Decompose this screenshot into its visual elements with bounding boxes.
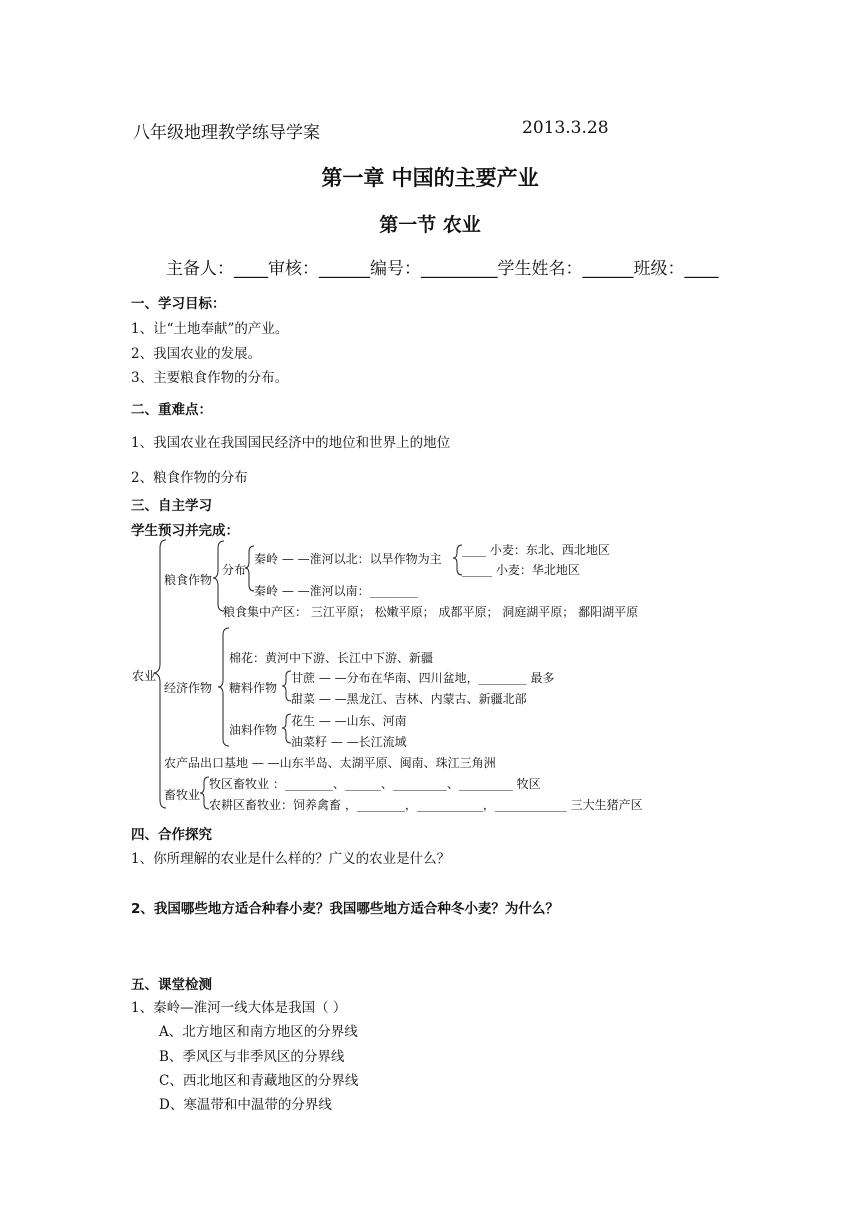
tree-node: 秦岭 — —淮河以南：________ [254, 584, 418, 598]
tree-node: 经济作物 [164, 681, 213, 695]
tree-node: 农耕区畜牧业：饲养禽畜 ，________，___________，____________ 三大生猪产区 [209, 798, 643, 812]
tree-node: 牧区畜牧业 ：________、______、_________、_________ 牧区 [209, 777, 541, 791]
sugar-brace [282, 671, 291, 701]
question: 1、你所理解的农业是什么样的？广义的农业是什么？ [131, 851, 451, 867]
tree-node: 秦岭 — —淮河以北：以旱作物为主 [254, 552, 442, 566]
list-item: 3、主要粮食作物的分布。 [131, 370, 289, 386]
economic-brace [218, 628, 229, 746]
tree-node: 棉花：黄河中下游、长江中下游、新疆 [229, 651, 434, 665]
livestock-brace [200, 777, 209, 809]
question: 1、秦岭—淮河一线大体是我国（ ） [131, 1000, 347, 1016]
tree-node: 油料作物 [229, 723, 278, 737]
option: B、季风区与非季风区的分界线 [159, 1049, 345, 1065]
tree-node: 粮食作物 [164, 573, 213, 587]
list-item: 2、粮食作物的分布 [131, 470, 248, 486]
tree-node: 甘蔗 — —分布在华南、四川盆地，________ 最多 [291, 671, 555, 685]
distribution-brace [245, 546, 254, 591]
date: 2013.3.28 [522, 118, 609, 138]
tree-node: 农产品出口基地 — —山东半岛、太湖平原、闽南、珠江三角洲 [164, 756, 496, 770]
tree-root: 农业 [132, 669, 157, 683]
section-heading: 一、学习目标： [131, 296, 226, 312]
tree-node: 分布 [222, 563, 247, 577]
meta-line: 主备人：____审核：______编号：_________学生姓名：______班级：____ [166, 259, 719, 279]
list-item: 2、我国农业的发展。 [131, 346, 262, 362]
tree-node: 粮食集中产区： 三江平原； 松嫩平原； 成都平原； 洞庭湖平原； 鄱阳湖平原 [223, 605, 639, 619]
option: C、西北地区和青藏地区的分界线 [159, 1073, 359, 1089]
course-header: 八年级地理教学练导学案 [133, 123, 320, 143]
tree-node: 甜菜 — —黑龙江、吉林、内蒙古、新疆北部 [291, 692, 527, 706]
section-title: 第一节 农业 [379, 214, 481, 236]
section-heading: 二、重难点： [131, 402, 212, 418]
tree-node: 畜牧业 [164, 788, 201, 802]
section-heading: 五、课堂检测 [131, 977, 212, 993]
wheat-brace [453, 545, 462, 575]
option: D、寒温带和中温带的分界线 [159, 1097, 332, 1113]
question: 2、我国哪些地方适合种春小麦？我国哪些地方适合种冬小麦？为什么？ [131, 901, 559, 917]
list-item: 1、让“土地奉献”的产业。 [131, 321, 289, 337]
sub-heading: 学生预习并完成： [131, 523, 239, 539]
oil-brace [282, 714, 291, 743]
chapter-title: 第一章 中国的主要产业 [321, 166, 539, 190]
list-item: 1、我国农业在我国国民经济中的地位和世界上的地位 [131, 435, 451, 451]
tree-node: ____ 小麦：东北、西北地区 [462, 543, 610, 557]
tree-node: 花生 — —山东、河南 [291, 714, 407, 728]
tree-node: 糖料作物 [229, 681, 278, 695]
section-heading: 三、自主学习 [131, 498, 212, 514]
option: A、北方地区和南方地区的分界线 [159, 1024, 358, 1040]
section-heading: 四、合作探究 [131, 827, 212, 843]
tree-node: _____ 小麦：华北地区 [462, 563, 580, 577]
tree-node: 油菜籽 — —长江流域 [291, 735, 407, 749]
